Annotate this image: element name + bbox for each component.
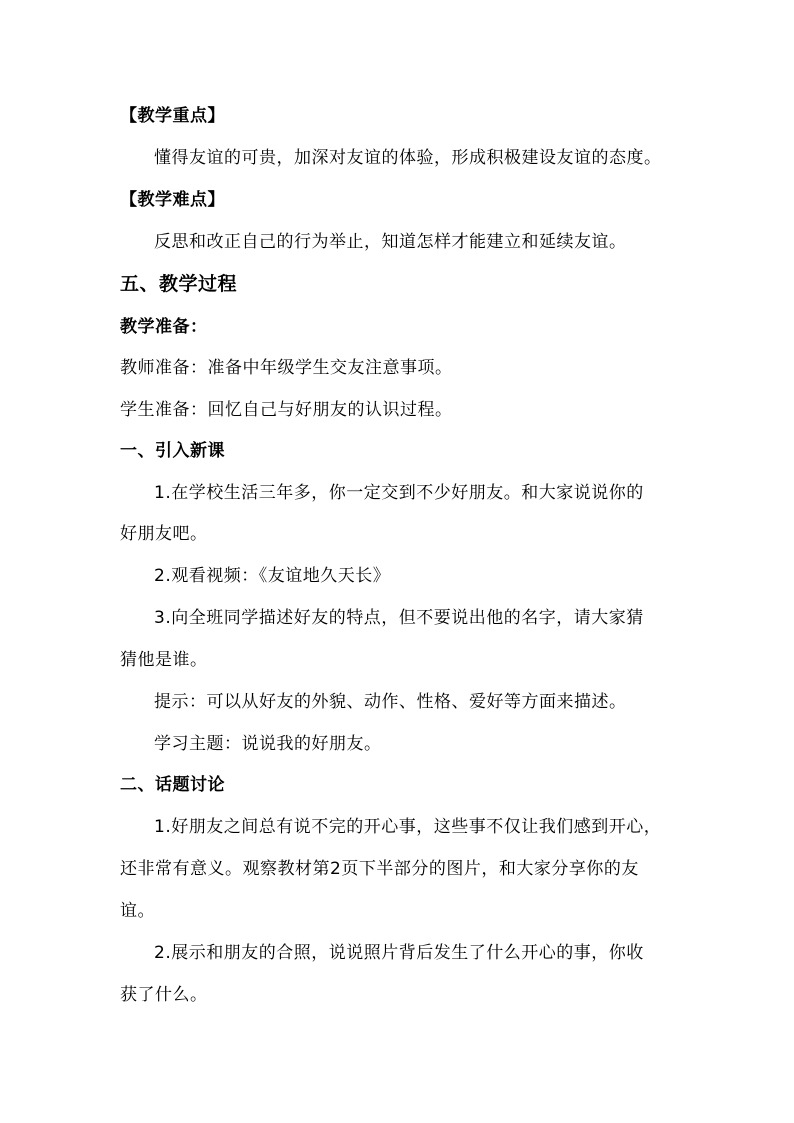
section-title: 五、教学过程 xyxy=(120,273,238,295)
heading-key-points: 【教学重点】 xyxy=(120,106,225,126)
part2-item2-line2: 获了什么。 xyxy=(120,985,208,1005)
prep-heading: 教学准备： xyxy=(120,317,208,337)
part1-heading: 一、引入新课 xyxy=(120,441,225,461)
teacher-prep: 教师准备：准备中年级学生交友注意事项。 xyxy=(120,358,453,378)
part2-heading: 二、话题讨论 xyxy=(120,775,225,795)
part1-item2: 2.观看视频：《友谊地久天长》 xyxy=(154,566,391,586)
part2-item2-line1: 2.展示和朋友的合照，说说照片背后发生了什么开心的事，你收 xyxy=(154,943,644,963)
part2-item1-line3: 谊。 xyxy=(120,901,155,921)
part1-hint: 提示：可以从好友的外貌、动作、性格、爱好等方面来描述。 xyxy=(154,692,627,712)
difficulties-text: 反思和改正自己的行为举止，知道怎样才能建立和延续友谊。 xyxy=(154,232,627,252)
part2-item1-line1: 1.好朋友之间总有说不完的开心事，这些事不仅让我们感到开心， xyxy=(154,817,662,837)
student-prep: 学生准备：回忆自己与好朋友的认识过程。 xyxy=(120,400,453,420)
part1-item3-line1: 3.向全班同学描述好友的特点，但不要说出他的名字，请大家猜 xyxy=(154,608,644,628)
heading-difficulties: 【教学难点】 xyxy=(120,190,225,210)
part1-theme: 学习主题：说说我的好朋友。 xyxy=(154,734,382,754)
part1-item3-line2: 猜他是谁。 xyxy=(120,650,208,670)
part2-item1-line2: 还非常有意义。观察教材第2页下半部分的图片，和大家分享你的友 xyxy=(120,859,639,879)
part1-item1-line1: 1.在学校生活三年多，你一定交到不少好朋友。和大家说说你的 xyxy=(154,483,644,503)
part1-item1-line2: 好朋友吧。 xyxy=(120,524,208,544)
key-points-text: 懂得友谊的可贵，加深对友谊的体验，形成积极建设友谊的态度。 xyxy=(154,148,662,168)
